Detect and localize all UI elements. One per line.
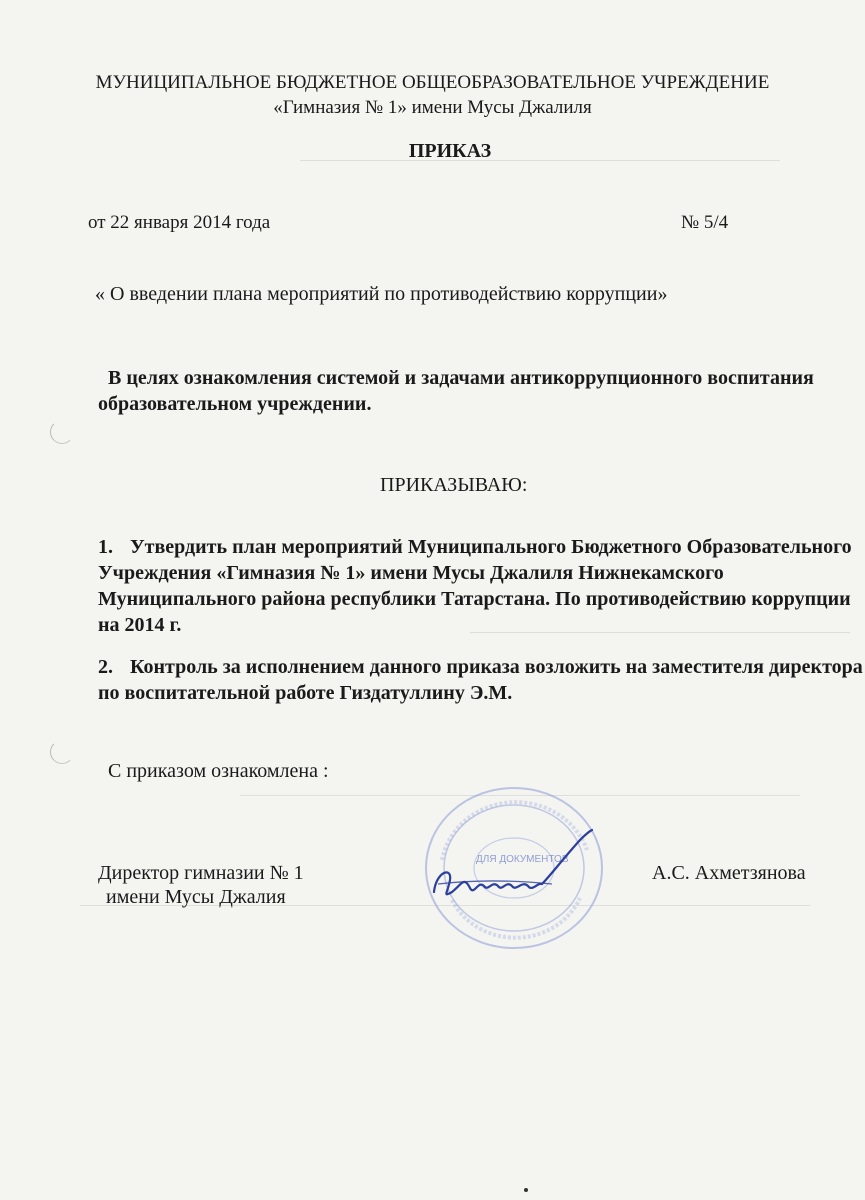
order-directive-heading: ПРИКАЗЫВАЮ: xyxy=(380,474,528,496)
order-subject: « О введении плана мероприятий по противодействию коррупции» xyxy=(95,283,668,305)
item-line: Учреждения «Гимназия № 1» имени Мусы Джалиля Нижнекамского xyxy=(98,562,724,584)
seal-inner-text: ДЛЯ ДОКУМЕНТОВ xyxy=(476,854,569,865)
hole-punch-mark xyxy=(50,420,74,444)
institution-name-line2: «Гимназия № 1» имени Мусы Джалиля xyxy=(273,97,592,118)
preamble-line1: В целях ознакомления системой и задачами антикоррупционного воспитания xyxy=(108,367,814,389)
scan-artifact-line xyxy=(470,632,850,633)
preamble-line2: образовательном учреждении. xyxy=(98,393,372,415)
order-number: № 5/4 xyxy=(681,212,729,233)
order-date: от 22 января 2014 года xyxy=(88,212,271,233)
item-line: Муниципального района республики Татарстана. По противодействию коррупции xyxy=(98,588,851,610)
scan-speck xyxy=(524,1188,528,1192)
institution-name-line1: МУНИЦИПАЛЬНОЕ БЮДЖЕТНОЕ ОБЩЕОБРАЗОВАТЕЛЬНОЕ УЧРЕЖДЕНИЕ xyxy=(95,72,770,93)
item-line: по воспитательной работе Гиздатуллину Э.М. xyxy=(98,682,513,704)
seal-graphic xyxy=(412,780,612,955)
item-number: 2. xyxy=(98,656,113,678)
signatory-title-line2: имени Мусы Джалия xyxy=(106,886,286,908)
item-number: 1. xyxy=(98,536,113,558)
document-type-title: ПРИКАЗ xyxy=(408,140,492,162)
official-seal xyxy=(412,780,612,955)
item-line: Контроль за исполнением данного приказа возложить на заместителя директора xyxy=(130,656,863,678)
hole-punch-mark xyxy=(50,740,74,764)
signatory-title-line1: Директор гимназии № 1 xyxy=(98,862,304,884)
item-line: Утвердить план мероприятий Муниципального Бюджетного Образовательного xyxy=(130,536,852,558)
item-line: на 2014 г. xyxy=(98,614,182,636)
signatory-name: А.С. Ахметзянова xyxy=(652,862,806,884)
acknowledgement-line: С приказом ознакомлена : xyxy=(108,760,329,782)
